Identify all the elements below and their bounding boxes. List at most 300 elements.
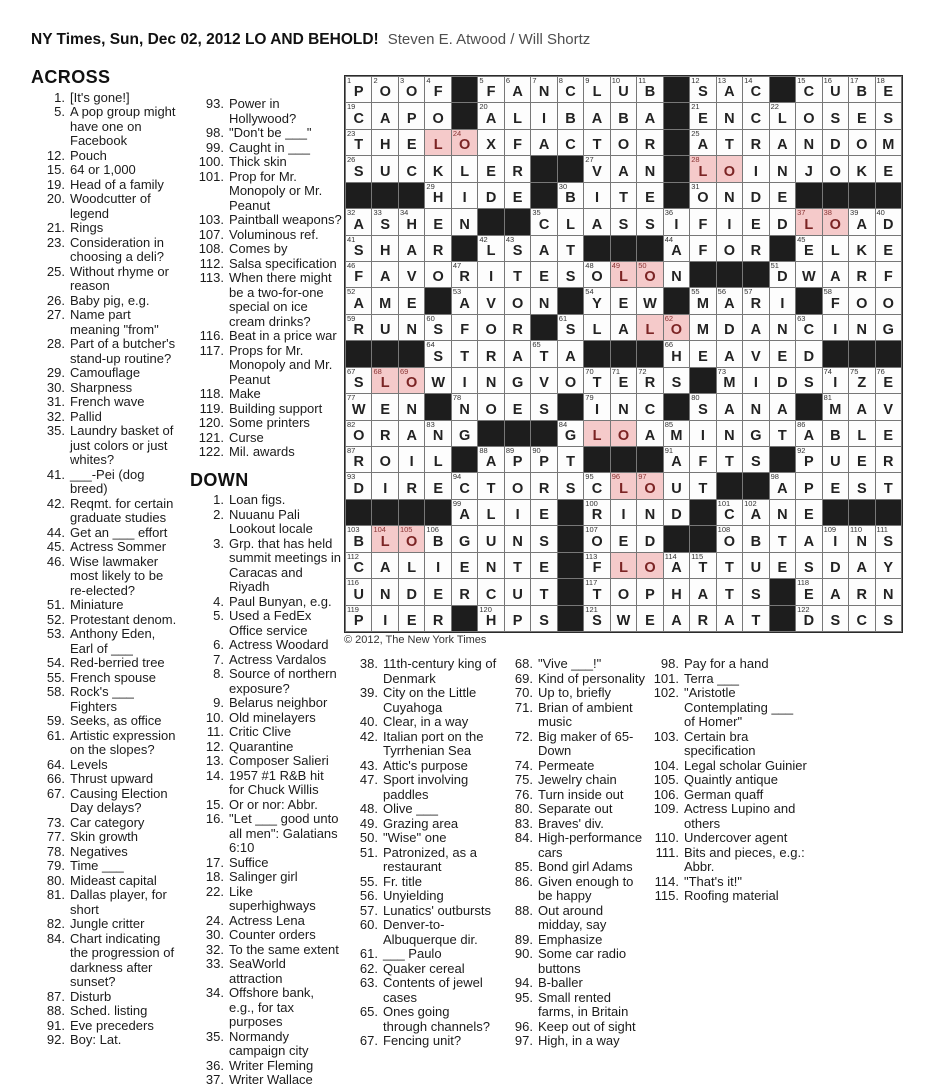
clue-number: 91. [46, 1017, 65, 1033]
cell-number: 42 [479, 234, 488, 244]
grid-cell-r12-c1 [346, 368, 371, 393]
clue-across-118 [190, 387, 342, 402]
cell-number: 37 [797, 208, 806, 218]
grid-cell-r21-c21 [876, 606, 901, 631]
cell-letter: G [882, 322, 894, 339]
grid-cell-r20-c21 [876, 579, 901, 604]
cell-letter: L [698, 163, 708, 180]
clue-number: 88. [46, 1003, 65, 1018]
clue-across-82 [31, 917, 181, 932]
cell-letter: F [433, 84, 443, 101]
clue-text: Building support [229, 400, 323, 416]
grid-cell-r6-c16 [743, 209, 768, 234]
clue-number: 119. [199, 400, 224, 416]
clue-text: Beat in a price war [229, 328, 337, 343]
clue-text: Attic's purpose [383, 757, 468, 773]
grid-cell-r9-c11 [611, 288, 636, 313]
grid-cell-r21-c16 [743, 606, 768, 631]
grid-cell-r3-c19 [823, 130, 848, 155]
grid-cell-r5-c19 [823, 183, 848, 208]
clue-number: 73. [46, 814, 65, 830]
grid-cell-r18-c1 [346, 526, 371, 551]
clue-number: 98. [660, 656, 679, 671]
clue-down-57 [344, 904, 497, 919]
clue-text: Loan figs. [229, 492, 286, 507]
across-clues-column-1 [31, 67, 181, 1048]
clue-across-113 [190, 271, 342, 329]
grid-cell-r3-c18 [796, 130, 821, 155]
grid-cell-r14-c3 [399, 421, 424, 446]
clue-down-76 [499, 788, 649, 803]
cell-letter: M [882, 137, 895, 154]
grid-cell-r16-c7 [505, 473, 530, 498]
cell-number: 56 [717, 287, 726, 297]
grid-cell-r21-c7 [505, 606, 530, 631]
clue-number: 13. [205, 753, 224, 768]
cell-letter: L [460, 163, 470, 180]
grid-cell-r21-c17 [770, 606, 795, 631]
grid-cell-r14-c13 [664, 421, 689, 446]
clue-down-13 [190, 754, 342, 769]
cell-letter: I [409, 454, 414, 471]
clue-text: Thick skin [229, 154, 287, 169]
grid-cell-r13-c2 [372, 394, 397, 419]
clue-number: 93. [205, 96, 224, 111]
clue-text: Legal scholar Guinier [684, 757, 807, 773]
grid-cell-r10-c4 [425, 315, 450, 340]
grid-cell-r19-c1 [346, 553, 371, 578]
clue-number: 118. [199, 386, 224, 401]
grid-cell-r21-c20 [849, 606, 874, 631]
cell-letter: A [618, 322, 629, 339]
cell-letter: A [379, 269, 391, 286]
grid-cell-r5-c7 [505, 183, 530, 208]
grid-cell-r13-c16 [743, 394, 768, 419]
cell-letter: E [803, 507, 814, 524]
clue-text: Quaker cereal [383, 960, 465, 976]
cell-letter: R [856, 586, 868, 603]
clue-number: 62. [359, 960, 378, 976]
clue-text: Artistic expression on the slopes? [70, 727, 176, 757]
clue-down-56 [344, 889, 497, 904]
clue-number: 16. [205, 811, 224, 826]
grid-cell-r9-c12 [637, 288, 662, 313]
clue-text: High-performance cars [538, 830, 643, 860]
cell-letter: O [644, 269, 656, 286]
grid-cell-r9-c7 [505, 288, 530, 313]
grid-cell-r17-c17 [770, 500, 795, 525]
grid-cell-r9-c4 [425, 288, 450, 313]
cell-letter: S [592, 613, 602, 629]
clue-text: Roofing material [684, 888, 779, 903]
clue-text: Thrust upward [70, 771, 154, 786]
cell-letter: W [616, 613, 631, 629]
clue-number: 19. [46, 176, 65, 192]
clue-across-46 [31, 555, 181, 599]
grid-cell-r11-c13 [664, 341, 689, 366]
grid-cell-r10-c14 [690, 315, 715, 340]
clue-number: 57. [359, 902, 378, 918]
cell-letter: L [830, 243, 840, 259]
clue-text: Mideast capital [70, 872, 157, 888]
clue-down-47 [344, 773, 497, 802]
puzzle-byline: Steven E. Atwood / Will Shortz [387, 31, 591, 48]
grid-cell-r18-c2 [372, 526, 397, 551]
clue-text: Emphasize [538, 931, 603, 947]
cell-letter: F [513, 137, 523, 154]
cell-number: 82 [347, 419, 356, 429]
grid-cell-r10-c15 [717, 315, 742, 340]
grid-cell-r2-c21 [876, 103, 901, 128]
clue-down-102 [645, 686, 807, 730]
grid-cell-r9-c19 [823, 288, 848, 313]
clue-number: 84. [514, 830, 533, 845]
grid-cell-r6-c19 [823, 209, 848, 234]
cell-number: 80 [691, 393, 700, 403]
grid-cell-r20-c12 [637, 579, 662, 604]
clue-down-3 [190, 537, 342, 595]
grid-cell-r12-c18 [796, 368, 821, 393]
grid-cell-r11-c7 [505, 341, 530, 366]
clue-text: Jewelry chain [538, 772, 617, 787]
grid-cell-r1-c8 [531, 77, 556, 102]
cell-letter: A [485, 110, 497, 127]
clue-number: 55. [359, 873, 378, 889]
cell-letter: O [511, 480, 524, 497]
cell-letter: A [724, 348, 735, 365]
grid-cell-r1-c21 [876, 77, 901, 102]
clue-number: 116. [199, 328, 224, 343]
clue-number: 111. [655, 844, 679, 860]
cell-letter: C [459, 480, 470, 497]
cell-letter: C [803, 84, 815, 101]
clue-text: Composer Salieri [229, 753, 329, 768]
clue-text: Laundry basket of just colors or just whites? [70, 423, 174, 467]
clue-down-96 [499, 1020, 649, 1035]
grid-cell-r2-c10 [584, 103, 609, 128]
grid-cell-r15-c13 [664, 447, 689, 472]
grid-cell-r16-c13 [664, 473, 689, 498]
grid-cell-r21-c12 [637, 606, 662, 631]
grid-cell-r2-c1 [346, 103, 371, 128]
clue-number: 15. [46, 162, 65, 177]
cell-letter: R [459, 269, 470, 286]
clue-text: Mil. awards [229, 444, 295, 459]
clue-down-70 [499, 686, 649, 701]
cell-number: 91 [664, 446, 674, 455]
cell-letter: R [697, 613, 709, 629]
grid-cell-r17-c6 [478, 500, 503, 525]
cell-letter: A [724, 613, 735, 629]
grid-cell-r19-c18 [796, 553, 821, 578]
grid-cell-r17-c9 [558, 500, 583, 525]
cell-letter: I [833, 533, 838, 550]
grid-cell-r8-c11 [611, 262, 636, 287]
cell-letter: T [539, 586, 549, 603]
cell-number: 88 [479, 446, 488, 455]
cell-number: 7 [532, 76, 537, 85]
grid-cell-r10-c11 [611, 315, 636, 340]
grid-cell-r10-c20 [849, 315, 874, 340]
grid-cell-r7-c2 [372, 236, 397, 261]
clue-down-105 [645, 773, 807, 788]
cell-letter: W [801, 269, 816, 286]
grid-cell-r16-c11 [611, 473, 636, 498]
grid-cell-r20-c20 [849, 579, 874, 604]
grid-cell-r18-c15 [717, 526, 742, 551]
cell-number: 67 [347, 366, 356, 376]
cell-letter: T [460, 348, 470, 365]
clue-number: 110. [654, 830, 679, 845]
clue-text: "Don't be ___" [229, 125, 312, 140]
cell-letter: A [671, 613, 682, 629]
grid-cell-r5-c6 [478, 183, 503, 208]
clue-number: 12. [46, 147, 65, 163]
cell-letter: U [830, 84, 841, 101]
grid-cell-r3-c21 [876, 130, 901, 155]
cell-letter: E [618, 295, 629, 312]
clue-down-67 [344, 1034, 497, 1049]
cell-number: 69 [399, 366, 409, 376]
cell-letter: A [697, 137, 709, 154]
copyright-line: © 2012, The New York Times [344, 634, 487, 646]
grid-cell-r7-c14 [690, 236, 715, 261]
cell-letter: O [644, 480, 656, 497]
cell-letter: D [406, 586, 417, 603]
cell-letter: S [883, 533, 894, 550]
cell-letter: A [697, 586, 709, 603]
grid-cell-r6-c9 [558, 209, 583, 234]
clue-down-65 [344, 1005, 497, 1034]
clue-text: Denver-to-Albuquerque dir. [383, 917, 478, 947]
cell-letter: P [512, 454, 523, 471]
cell-letter: S [539, 533, 549, 550]
cell-letter: S [353, 375, 364, 392]
grid-cell-r13-c17 [770, 394, 795, 419]
clue-number: 63. [359, 975, 378, 990]
clue-text: Levels [70, 756, 108, 772]
clue-text: Source of northern exposure? [229, 666, 337, 696]
cell-letter: I [700, 428, 705, 444]
cell-letter: T [698, 480, 708, 497]
clue-down-86 [499, 875, 649, 904]
clue-number: 96. [514, 1018, 533, 1034]
grid-cell-r19-c5 [452, 553, 477, 578]
cell-letter: W [351, 401, 366, 418]
grid-cell-r13-c11 [611, 394, 636, 419]
grid-cell-r9-c20 [849, 288, 874, 313]
cell-letter: E [883, 243, 894, 259]
grid-cell-r6-c21 [876, 209, 901, 234]
grid-cell-r1-c7 [505, 77, 530, 102]
cell-number: 104 [373, 525, 386, 535]
grid-cell-r17-c3 [399, 500, 424, 525]
cell-number: 92 [797, 446, 806, 455]
grid-cell-r10-c7 [505, 315, 530, 340]
grid-cell-r12-c17 [770, 368, 795, 393]
clue-number: 54. [46, 655, 65, 670]
clue-number: 92. [46, 1032, 65, 1047]
clue-down-7 [190, 653, 342, 668]
grid-cell-r14-c7 [505, 421, 530, 446]
cell-letter: N [856, 533, 868, 550]
grid-cell-r16-c18 [796, 473, 821, 498]
cell-number: 101 [717, 498, 731, 508]
grid-cell-r21-c3 [399, 606, 424, 631]
cell-number: 112 [347, 551, 359, 561]
cell-letter: M [829, 401, 842, 418]
grid-cell-r4-c14 [690, 156, 715, 181]
clue-number: 42. [359, 728, 378, 744]
cell-number: 65 [532, 340, 541, 350]
clue-text: Head of a family [70, 176, 164, 192]
grid-cell-r17-c13 [664, 500, 689, 525]
cell-number: 107 [585, 525, 598, 535]
grid-cell-r14-c5 [452, 421, 477, 446]
grid-cell-r13-c12 [637, 394, 662, 419]
clue-number: 65. [359, 1004, 378, 1019]
grid-cell-r21-c18 [796, 606, 821, 631]
puzzle-title: NY Times, Sun, Dec 02, 2012 LO AND BEHOLD! [31, 31, 379, 48]
clue-number: 86. [514, 873, 533, 889]
cell-letter: S [830, 613, 841, 629]
grid-cell-r19-c14 [690, 553, 715, 578]
cell-number: 33 [373, 208, 382, 218]
grid-cell-r20-c7 [505, 579, 530, 604]
cell-letter: A [353, 216, 364, 233]
clue-text: Actress Lupino and others [684, 801, 796, 831]
clue-number: 40. [359, 714, 378, 729]
grid-cell-r12-c13 [664, 368, 689, 393]
clue-number: 60. [359, 917, 378, 932]
grid-cell-r17-c1 [346, 500, 371, 525]
cell-letter: O [829, 216, 841, 233]
cell-letter: S [618, 216, 629, 233]
clue-down-85 [499, 860, 649, 875]
clue-text: Name part meaning "from" [70, 307, 159, 337]
clue-text: Skin growth [70, 829, 138, 844]
clue-across-12 [31, 149, 181, 164]
grid-cell-r15-c3 [399, 447, 424, 472]
grid-cell-r4-c4 [425, 156, 450, 181]
clue-number: 97. [514, 1033, 533, 1048]
cell-number: 59 [347, 313, 356, 323]
clue-text: Given enough to be happy [538, 873, 634, 903]
clue-number: 3. [213, 535, 224, 551]
clue-number: 18. [205, 869, 224, 884]
cell-letter: P [353, 613, 364, 629]
grid-cell-r8-c16 [743, 262, 768, 287]
cell-number: 114 [664, 551, 677, 561]
grid-cell-r14-c17 [770, 421, 795, 446]
cell-letter: D [777, 216, 788, 233]
cell-letter: A [512, 348, 523, 365]
clue-number: 115. [654, 888, 679, 903]
grid-cell-r4-c21 [876, 156, 901, 181]
cell-letter: O [723, 243, 736, 259]
grid-cell-r6-c6 [478, 209, 503, 234]
grid-cell-r5-c20 [849, 183, 874, 208]
clue-text: Chart indicating the progression of darkness after sunset? [70, 930, 175, 989]
clue-number: 72. [514, 728, 533, 744]
cell-letter: T [724, 137, 734, 154]
grid-cell-r9-c5 [452, 288, 477, 313]
grid-cell-r14-c19 [823, 421, 848, 446]
grid-cell-r13-c6 [478, 394, 503, 419]
cell-letter: N [777, 163, 788, 180]
grid-cell-r15-c19 [823, 447, 848, 472]
grid-cell-r21-c9 [558, 606, 583, 631]
clues-column-2 [190, 97, 342, 1088]
grid-cell-r4-c13 [664, 156, 689, 181]
clue-text: Anthony Eden, Earl of ___ [70, 626, 156, 656]
clue-number: 30. [205, 927, 224, 942]
grid-cell-r5-c2 [372, 183, 397, 208]
cell-number: 113 [585, 551, 598, 561]
cell-letter: V [486, 295, 496, 312]
clue-number: 43. [359, 757, 378, 773]
grid-cell-r20-c14 [690, 579, 715, 604]
grid-cell-r3-c1 [346, 130, 371, 155]
cell-number: 47 [452, 261, 462, 270]
clue-down-89 [499, 933, 649, 948]
cell-letter: R [750, 243, 762, 259]
clue-down-17 [190, 856, 342, 871]
grid-cell-r8-c4 [425, 262, 450, 287]
grid-cell-r11-c2 [372, 341, 397, 366]
clue-across-78 [31, 845, 181, 860]
grid-cell-r13-c1 [346, 394, 371, 419]
grid-cell-r3-c14 [690, 130, 715, 155]
cell-letter: F [592, 560, 602, 577]
clue-number: 56. [359, 888, 378, 903]
grid-cell-r3-c5 [452, 130, 477, 155]
grid-cell-r21-c4 [425, 606, 450, 631]
cell-letter: O [432, 110, 444, 127]
cell-letter: S [565, 269, 576, 286]
cell-letter: I [595, 401, 600, 418]
cell-letter: R [750, 295, 762, 312]
grid-cell-r5-c14 [690, 183, 715, 208]
cell-number: 108 [717, 525, 731, 535]
grid-cell-r9-c17 [770, 288, 795, 313]
clue-text: Turn inside out [538, 786, 624, 802]
grid-cell-r1-c18 [796, 77, 821, 102]
cell-letter: A [830, 269, 841, 286]
cell-number: 55 [691, 287, 700, 297]
grid-cell-r6-c17 [770, 209, 795, 234]
clue-text: 1957 #1 R&B hit for Chuck Willis [229, 767, 324, 797]
clue-down-104 [645, 759, 807, 774]
grid-cell-r18-c19 [823, 526, 848, 551]
grid-cell-r2-c19 [823, 103, 848, 128]
clue-down-88 [499, 904, 649, 933]
cell-letter: R [353, 322, 364, 339]
grid-cell-r18-c18 [796, 526, 821, 551]
grid-cell-r2-c18 [796, 103, 821, 128]
cell-letter: S [353, 163, 364, 180]
grid-cell-r13-c20 [849, 394, 874, 419]
clue-text: Pay for a hand [684, 656, 769, 671]
grid-cell-r3-c10 [584, 130, 609, 155]
grid-cell-r18-c11 [611, 526, 636, 551]
grid-cell-r1-c2 [372, 77, 397, 102]
grid-cell-r20-c8 [531, 579, 556, 604]
clue-text: French wave [70, 394, 145, 409]
cell-letter: S [512, 243, 523, 259]
cell-letter: R [432, 613, 444, 629]
cell-letter: L [645, 322, 655, 339]
